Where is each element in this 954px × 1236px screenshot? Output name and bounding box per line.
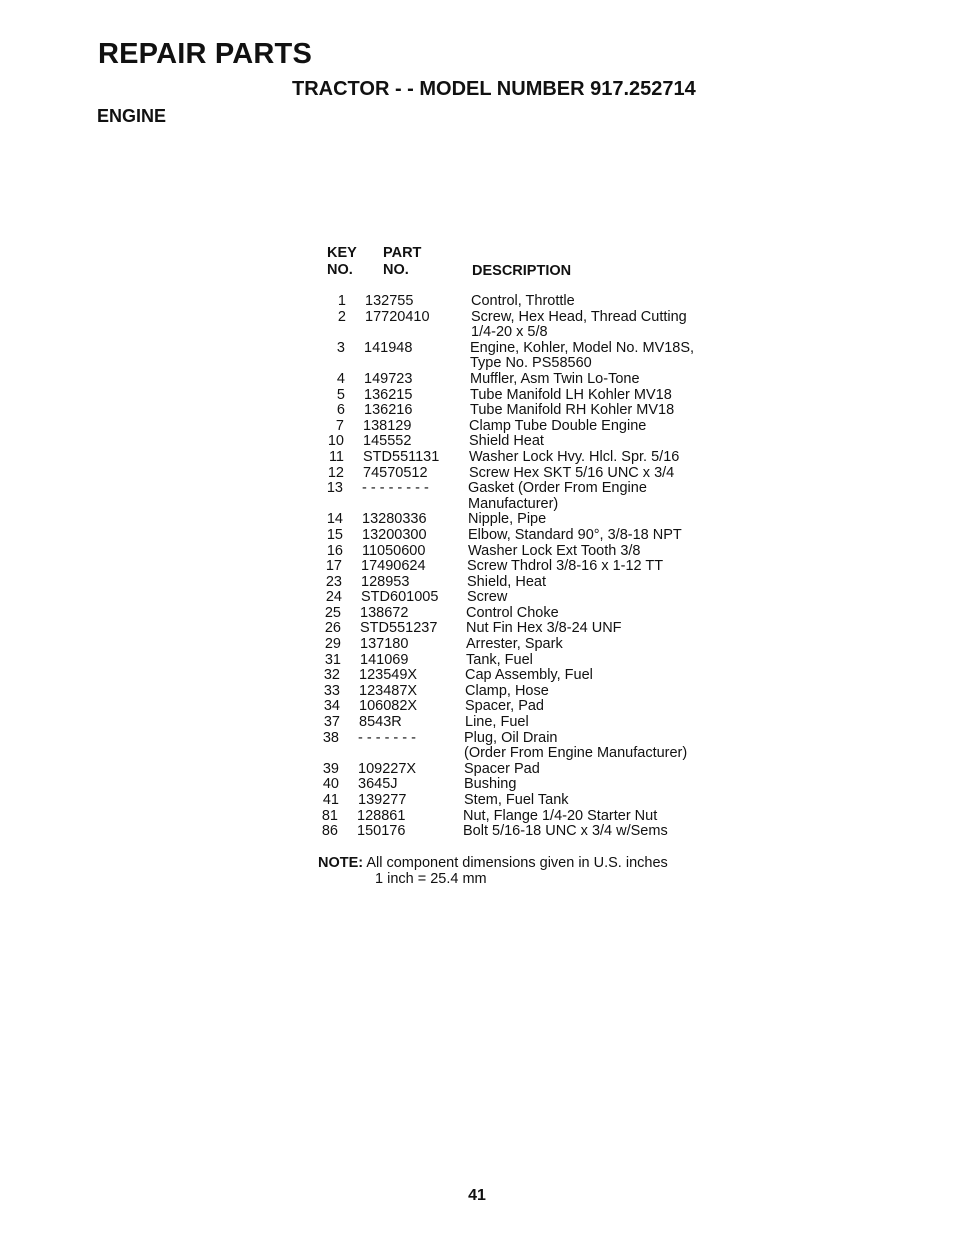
key-number: 81 (321, 807, 338, 824)
table-row (302, 824, 722, 840)
note (318, 856, 668, 887)
part-description (467, 590, 726, 606)
part-number: 123487X (359, 682, 418, 699)
description-line: Screw Thdrol 3/8-16 x 1-12 TT (467, 558, 664, 575)
key-number: 34 (323, 698, 340, 715)
table-row (304, 715, 724, 731)
description-line: Nut Fin Hex 3/8-24 UNF (466, 620, 622, 637)
part-number: STD551131 (363, 448, 440, 465)
part-description (471, 294, 730, 310)
part-description (468, 481, 727, 512)
description-header: DESCRIPTION (472, 263, 572, 279)
part-description (469, 434, 728, 450)
description-line: (Order From Engine Manufacturer) (464, 745, 688, 762)
table-row (306, 575, 726, 591)
table-row (308, 434, 728, 450)
part-number: 137180 (360, 636, 409, 653)
key-number: 15 (326, 526, 343, 543)
description-line: Screw, Hex Head, Thread Cutting (471, 308, 687, 325)
part-description (467, 575, 726, 591)
description-line: Line, Fuel (465, 714, 529, 731)
part-description (470, 372, 729, 388)
page-number: 41 (468, 1187, 486, 1204)
description-line: Washer Lock Hvy. Hlcl. Spr. 5/16 (469, 448, 680, 465)
part-description (465, 684, 724, 700)
part-description (466, 606, 725, 622)
table-row (307, 481, 727, 512)
part-description (465, 699, 724, 715)
part-number: 17490624 (361, 558, 426, 575)
description-line: Clamp Tube Double Engine (469, 417, 647, 434)
part-description (464, 777, 723, 793)
part-number: - - - - - - - - (362, 480, 429, 497)
table-row (310, 310, 730, 341)
key-number: 38 (322, 729, 339, 746)
description-line: Clamp, Hose (465, 682, 549, 699)
table-row (305, 621, 725, 637)
part-number: 74570512 (363, 464, 428, 481)
part-description (466, 621, 725, 637)
key-number: 4 (336, 370, 345, 387)
description-line: Spacer, Pad (465, 698, 544, 715)
key-number: 40 (322, 776, 339, 793)
key-number: 25 (324, 604, 341, 621)
table-row (306, 590, 726, 606)
table-row (304, 668, 724, 684)
description-line: Screw (467, 589, 508, 606)
key-number: 13 (326, 480, 343, 497)
part-number: STD551237 (360, 620, 438, 637)
table-row (307, 544, 727, 560)
table-row (303, 731, 723, 762)
key-number: 33 (323, 682, 340, 699)
part-no-header (383, 245, 421, 279)
part-no-header-line1: PART (383, 245, 422, 261)
part-number: - - - - - - - (358, 729, 416, 746)
part-number: 109227X (358, 760, 417, 777)
table-row (303, 762, 723, 778)
table-row (304, 699, 724, 715)
part-description (467, 559, 726, 575)
part-number: 11050600 (362, 542, 426, 559)
description-line: Tube Manifold RH Kohler MV18 (470, 402, 675, 419)
description-line: Tank, Fuel (466, 651, 533, 668)
part-description (468, 528, 727, 544)
key-number: 11 (328, 448, 344, 465)
part-description (463, 824, 722, 840)
table-row (302, 809, 722, 825)
key-no-header-line2: NO. (327, 262, 353, 278)
description-line: Arrester, Spark (466, 636, 563, 653)
note-line2: 1 inch = 25.4 mm (375, 870, 487, 887)
part-number: 128953 (361, 573, 410, 590)
description-line: Tube Manifold LH Kohler MV18 (470, 386, 672, 403)
table-row (309, 341, 729, 372)
part-description (465, 715, 724, 731)
table-row (305, 606, 725, 622)
key-no-header (327, 245, 357, 279)
part-number: 8543R (359, 714, 402, 731)
description-line: Elbow, Standard 90°, 3/8-18 NPT (468, 526, 682, 543)
table-row (304, 684, 724, 700)
part-description (469, 419, 728, 435)
part-description (470, 403, 729, 419)
table-row (307, 512, 727, 528)
part-description (466, 653, 725, 669)
description-line: 1/4-20 x 5/8 (471, 324, 548, 341)
description-line: Muffler, Asm Twin Lo-Tone (470, 370, 640, 387)
table-row (309, 372, 729, 388)
description-line: Control Choke (466, 604, 559, 621)
key-number: 24 (325, 589, 342, 606)
key-number: 39 (322, 760, 339, 777)
key-number: 32 (323, 667, 340, 684)
part-number: 141948 (364, 339, 413, 356)
table-row (308, 419, 728, 435)
part-number: 128861 (357, 807, 406, 824)
key-no-header-line1: KEY (327, 245, 357, 261)
description-line: Control, Throttle (471, 293, 575, 309)
description-line: Bushing (464, 776, 517, 793)
part-number: 123549X (359, 667, 418, 684)
key-number: 10 (327, 433, 344, 450)
part-description (464, 762, 723, 778)
part-description (464, 731, 723, 762)
table-row (309, 388, 729, 404)
part-description (463, 809, 722, 825)
table-row (305, 637, 725, 653)
table-row (306, 559, 726, 575)
part-number: 149723 (364, 370, 413, 387)
part-number: 3645J (358, 776, 398, 793)
part-description (469, 450, 728, 466)
key-number: 12 (327, 464, 344, 481)
key-number: 41 (322, 792, 339, 808)
model-subtitle: TRACTOR - - MODEL NUMBER 917.252714 (292, 78, 696, 100)
key-number: 29 (324, 636, 341, 653)
part-number: 138672 (360, 604, 409, 621)
description-line: Nut, Flange 1/4-20 Starter Nut (463, 807, 658, 824)
key-number: 86 (321, 823, 338, 840)
part-number: 13200300 (362, 526, 427, 543)
part-number: 145552 (363, 433, 412, 450)
part-description (471, 310, 730, 341)
part-number: 106082X (359, 698, 418, 715)
part-number: 136215 (364, 386, 413, 403)
part-description (468, 512, 727, 528)
part-description (468, 544, 727, 560)
table-row (303, 777, 723, 793)
key-number: 7 (335, 417, 344, 434)
description-line: Nipple, Pipe (468, 511, 547, 528)
description-line: Screw Hex SKT 5/16 UNC x 3/4 (469, 464, 675, 481)
part-number: 139277 (358, 792, 407, 808)
part-number: 136216 (364, 402, 413, 419)
part-number: 13280336 (362, 511, 427, 528)
part-description (470, 341, 729, 372)
key-number: 2 (337, 308, 346, 325)
description-line: Stem, Fuel Tank (464, 792, 569, 808)
key-number: 37 (323, 714, 340, 731)
table-row (307, 528, 727, 544)
part-no-header-line2: NO. (383, 262, 409, 278)
page-title: REPAIR PARTS (98, 38, 313, 70)
description-line: Type No. PS58560 (470, 355, 592, 372)
key-number: 31 (324, 651, 341, 668)
key-number: 23 (325, 573, 342, 590)
part-description (465, 668, 724, 684)
table-row (308, 450, 728, 466)
key-number: 26 (324, 620, 341, 637)
description-line: Manufacturer) (468, 495, 559, 512)
description-line: Gasket (Order From Engine (468, 480, 647, 497)
key-number: 16 (326, 542, 343, 559)
table-row (305, 653, 725, 669)
part-number: 150176 (357, 823, 406, 840)
key-number: 6 (336, 402, 345, 419)
description-line: Spacer Pad (464, 760, 540, 777)
table-row (309, 403, 729, 419)
note-line1: All component dimensions given in U.S. inches (366, 855, 668, 871)
description-line: Shield, Heat (467, 573, 546, 590)
description-line: Cap Assembly, Fuel (465, 667, 593, 684)
key-number: 1 (337, 293, 346, 309)
part-number: STD601005 (361, 589, 439, 606)
description-line: Washer Lock Ext Tooth 3/8 (468, 542, 641, 559)
part-number: 17720410 (365, 308, 430, 325)
description-line: Shield Heat (469, 433, 544, 450)
description-line: Engine, Kohler, Model No. MV18S, (470, 339, 695, 356)
key-number: 14 (326, 511, 343, 528)
description-line: Bolt 5/16-18 UNC x 3/4 w/Sems (463, 823, 668, 840)
note-label: NOTE: (318, 855, 364, 871)
section-heading: ENGINE (97, 106, 167, 126)
key-number: 5 (336, 386, 345, 403)
table-row (303, 793, 723, 809)
part-description (466, 637, 725, 653)
part-number: 141069 (360, 651, 409, 668)
parts-list (310, 294, 730, 840)
key-number: 3 (336, 339, 345, 356)
description-line: Plug, Oil Drain (464, 729, 558, 746)
part-number: 132755 (365, 293, 414, 309)
key-number: 17 (325, 558, 342, 575)
part-description (469, 466, 728, 482)
part-description (470, 388, 729, 404)
part-number: 138129 (363, 417, 412, 434)
table-row (308, 466, 728, 482)
part-description (464, 793, 723, 809)
table-row (310, 294, 730, 310)
